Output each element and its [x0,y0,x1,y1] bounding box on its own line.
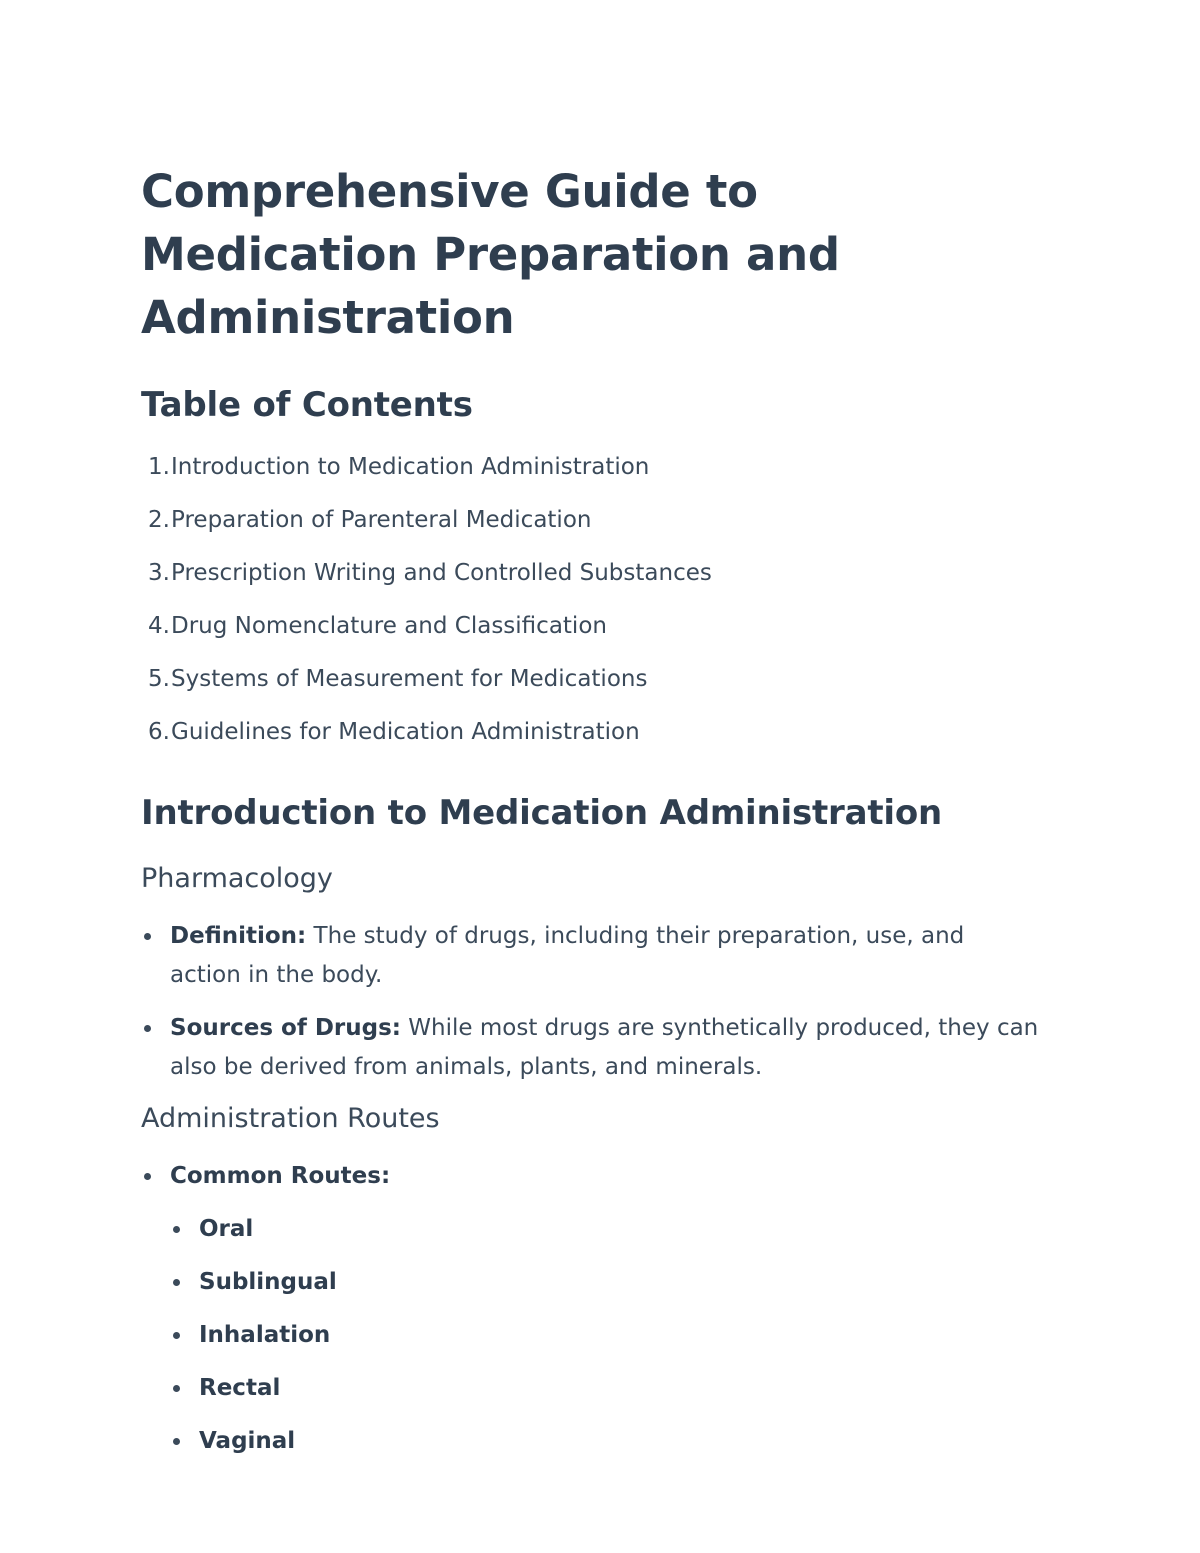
route-label: Sublingual [199,1269,337,1295]
document-title: Comprehensive Guide to Medication Preparation and Administration [141,165,840,344]
route-label: Rectal [199,1375,281,1401]
definition-text: While most drugs are synthetically produced, they can also be derived from animals, plants, and minerals. [170,1015,1039,1080]
toc-item[interactable] [141,451,1041,504]
bullet-icon [173,1279,180,1286]
routes-list [141,1157,1041,1475]
toc-item-number: 1. [148,454,170,480]
subsection-heading-pharmacology: Pharmacology [141,863,333,894]
section-heading-introduction: Introduction to Medication Administration [141,793,943,833]
route-item [170,1369,1041,1422]
bullet-icon [173,1438,180,1445]
common-routes-label: Common Routes: [170,1163,391,1189]
toc-item-label: Preparation of Parenteral Medication [171,507,592,533]
route-item [170,1316,1041,1369]
table-of-contents [141,451,1041,769]
toc-item-number: 2. [148,507,170,533]
toc-item-label: Drug Nomenclature and Classification [171,613,607,639]
common-routes-sublist [170,1210,1041,1475]
bullet-icon [173,1385,180,1392]
list-item [141,1157,1041,1475]
toc-item[interactable] [141,663,1041,716]
bullet-icon [173,1332,180,1339]
definition-text: The study of drugs, including their preparation, use, and action in the body. [170,923,965,988]
route-label: Oral [199,1216,254,1242]
subsection-heading-administration-routes: Administration Routes [141,1103,440,1134]
document-page [141,160,1041,1475]
toc-item-number: 6. [148,719,170,745]
bullet-icon [144,1173,151,1180]
toc-item-number: 4. [148,613,170,639]
definition-term: Definition: [170,923,307,949]
route-item [170,1422,1041,1475]
route-label: Vaginal [199,1428,296,1454]
bullet-icon [144,1025,151,1032]
toc-item[interactable] [141,557,1041,610]
toc-item-label: Systems of Measurement for Medications [171,666,648,692]
list-item [141,917,1041,995]
toc-item-label: Prescription Writing and Controlled Substances [171,560,712,586]
toc-item[interactable] [141,610,1041,663]
pharmacology-list [141,917,1041,1087]
toc-item-label: Guidelines for Medication Administration [171,719,640,745]
toc-item[interactable] [141,716,1041,769]
bullet-icon [173,1226,180,1233]
route-item [170,1263,1041,1316]
bullet-icon [144,933,151,940]
toc-item-label: Introduction to Medication Administration [171,454,650,480]
toc-item-number: 3. [148,560,170,586]
route-item [170,1210,1041,1263]
toc-heading: Table of Contents [141,385,473,425]
toc-item-number: 5. [148,666,170,692]
list-item [141,1009,1041,1087]
toc-item[interactable] [141,504,1041,557]
definition-term: Sources of Drugs: [170,1015,401,1041]
route-label: Inhalation [199,1322,331,1348]
